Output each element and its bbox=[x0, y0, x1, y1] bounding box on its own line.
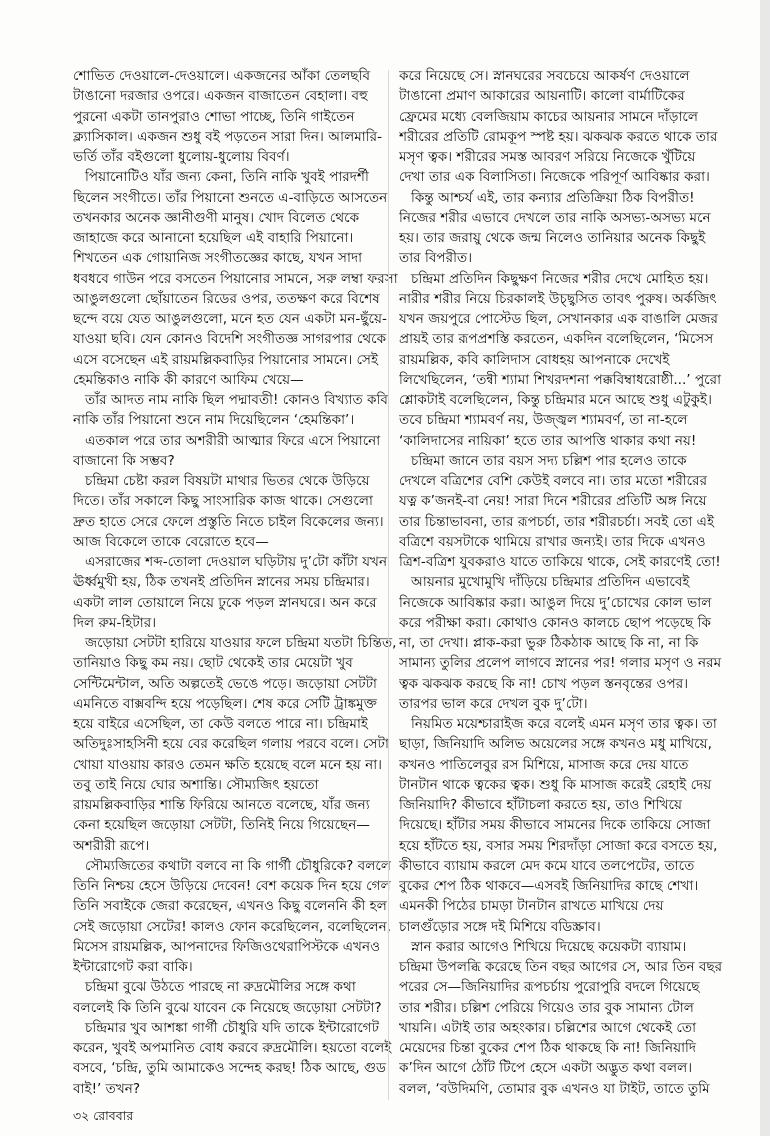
paragraph: তাঁর আদত নাম নাকি ছিল পদ্মাবতী! কোনও বিখ্যাত কবি নাকি তাঁর পিয়ানো শুনে নাম দিয়েছিলেন ‘হেমন্তিকা’। bbox=[73, 392, 388, 429]
paragraph: চন্দ্রিমার খুব আশঙ্কা গার্গী চৌধুরি যদি তাকে ইন্টারোগেট করেন, খুবই অপমানিত বোধ করবে রুদ্রমৌলি। হয়তো বলেই বসবে, ‘চন্দ্রি, তুমি আমাকেও সন্দেহ করছ! ঠিক আছে, গুড বাই!’ তখন? bbox=[73, 1019, 392, 1096]
paragraph: করে নিয়েছে সে। স্নানঘরের সবচেয়ে আকর্ষণ দেওয়ালে টাঙানো প্রমাণ আকারের আয়নাটি। কালো বার্মাটিকের ফ্রেমের মধ্যে বেলজিয়াম কাচের আয়নার সামনে দাঁড়ালে শরীরের প্রতিটি রোমকূপ স্পষ্ট হয়। ঝকঝক করতে থাকে তার মসৃণ ত্বক। শরীরের সমস্ত আবরণ সরিয়ে নিজেকে খুঁটিয়ে দেখা তার এক বিলাসিতা। নিজেকে পরিপূর্ণ আবিষ্কার করা। bbox=[399, 68, 718, 186]
paragraph: নিয়মিত ময়েশ্চারাইজ করে বলেই এমন মসৃণ তার ত্বক। তা ছাড়া, জিনিয়াদি অলিভ অয়েলের সঙ্গে কখনও মধু মাখিয়ে, কখনও পাতিলেবুর রস মিশিয়ে, মাসাজ করে দেয় যাতে টানটান থাকে ত্বকের ত্বক। শুধু কি মাসাজ করেই রেহাই দেয় জিনিয়াদি? কীভাবে হাঁটাচলা করতে হয়, তাও শিখিয়ে দিয়েছে। হাঁটার সময় কীভাবে সামনের দিকে তাকিয়ে সোজা হয়ে হাঁটতে হয়, বসার সময় শিরদাঁড়া সোজা করে বসতে হয়, কীভাবে ব্যায়াম করলে মেদ কমে যাবে তলপেটের, তাতে বুকের শেপ ঠিক থাকবে—এসবই জিনিয়াদির কাছে শেখা। এমনকী পিঠের চামড়া টানটান রাখতে মাখিয়ে দেয় চালগুঁড়োর সঙ্গে দই মিশিয়ে বডিস্ক্রাব। bbox=[399, 716, 718, 935]
paragraph: এসরাজের শব্দ-তোলা দেওয়াল ঘড়িটায় দু’টো কাঁটা যখন ঊর্ধ্বমুখী হয়, ঠিক তখনই প্রতিদিন স্নানের সময় চন্দ্রিমার। একটা লাল তোয়ালে নিয়ে ঢুকে পড়ল স্নানঘরে। অন করে দিল রুম-হিটার। bbox=[73, 554, 388, 631]
paragraph: আয়নার মুখোমুখি দাঁড়িয়ে চন্দ্রিমার প্রতিদিন এভাবেই নিজেকে আবিষ্কার করা। আঙুল দিয়ে দু’চোখের কোল ভাল করে পরীক্ষা করা। কোথাও কোনও কালচে ছোপ পড়েছে কি না, তা দেখা। প্লাক-করা ভুরু ঠিকঠাক আছে কি না, না কি সামান্য তুলির প্রলেপ লাগবে স্নানের পর! গলার মসৃণ ও নরম ত্বক ঝকঝক করছে কি না! চোখ পড়ল স্তনবৃন্তের ওপর। তারপর ভাল করে দেখল বুক দু’টো। bbox=[399, 574, 722, 712]
paragraph: পিয়ানোটিও যাঁর জন্য কেনা, তিনি নাকি খুবই পারদর্শী ছিলেন সংগীতে। তাঁর পিয়ানো শুনতে এ-বাড়িতে আসতেন তখনকার অনেক জ্ঞানীগুণী মানুষ। খোদ বিলেত থেকে জাহাজে করে আনানো হয়েছিল এই বাহারি পিয়ানো। শিখতেন এক গোয়ানিজ সংগীতজ্ঞের কাছে, যখন সাদা ধবধবে গাউন পরে বসতেন পিয়ানোর সামনে, সরু লম্বা ফরসা আঙুলগুলো ছোঁয়াতেন রিডের ওপর, ততক্ষণ করে বিশেষ ছন্দে বয়ে যেত আঙুলগুলো, মনে হত যেন একটা মন-ছুঁয়ে-যাওয়া ছবি। যেন কোনও বিদেশি সংগীতজ্ঞ সাগরপার থেকে এসে বসেছেন এই রায়মল্লিকবাড়ির পিয়ানোর সামনে। সেই হেমন্তিকাও নাকি কী কারণে আফিম খেয়ে— bbox=[73, 169, 398, 388]
paragraph: সৌম্যজিতের কথাটা বলবে না কি গার্গী চৌধুরিকে? বললে তিনি নিশ্চয় হেসে উড়িয়ে দেবেন! বেশ কয়েক দিন হয়ে গেল তিনি সবাইকে জেরা করেছেন, এখনও কিছু বলেননি কী হল সেই জড়োয়া সেটের! কালও ফোন করেছিলেন, বলেছিলেন, মিসেস রায়মল্লিক, আপনাদের ফিজিওথেরাপিস্টকে এখনও ইন্টারোগেট করা বাকি। bbox=[73, 857, 392, 975]
page-folio: ৩২ রোববার bbox=[73, 1108, 134, 1123]
paragraph: শোভিত দেওয়ালে-দেওয়ালে। একজনের আঁকা তেলছবি টাঙানো দরজার ওপরে। একজন বাজাতেন বেহালা। বহু পুরনো একটা তানপুরাও শোভা পাচ্ছে, তিনি গাইতেন ক্ল্যাসিকাল। একজন শুধু বই পড়তেন সারা দিন। আলমারি-ভর্তি তাঁর বইগুলো ধুলোয়-ধুলোয় বিবর্ণ। bbox=[73, 68, 382, 165]
paragraph: জড়োয়া সেটটা হারিয়ে যাওয়ার ফলে চন্দ্রিমা যতটা চিন্তিত, তানিয়াও কিছু কম নয়। ছোট থেকেই তার মেয়েটা খুব সেন্টিমেন্টাল, অতি অল্পতেই ভেঙে পড়ে। জড়োয়া সেটটা এমনিতে বাক্সবন্দি হয়ে পড়েছিল। শেষ করে সেটি ট্রাঙ্কমুক্ত হয়ে বাইরে এসেছিল, তা কেউ বলতে পারে না। চন্দ্রিমাই অতিদুঃসাহসিনী হয়ে বের করেছিল গলায় পরবে বলে। সেটা খোয়া যাওয়ায় কারও তেমন ক্ষতি হয়েছে বলে মনে হয় না। তবু তাই নিয়ে ঘোর অশান্তি। সৌম্যজিৎ হয়তো রায়মল্লিকবাড়ির শান্তি ফিরিয়ে আনতে বলেছে, যাঁর জন্য কেনা হয়েছিল জড়োয়া সেটটা, তিনিই নিয়ে গিয়েছেন—অশরীরী রূপে। bbox=[73, 635, 397, 854]
page-edge-shadow bbox=[760, 0, 770, 1136]
paragraph: চন্দ্রিমা বুঝে উঠতে পারছে না রুদ্রমৌলির সঙ্গে কথা বললেই কি তিনি বুঝে যাবেন কে নিয়েছে জড়োয়া সেটটা? bbox=[73, 979, 382, 1016]
paragraph: এতকাল পরে তার অশরীরী আত্মার ফিরে এসে পিয়ানো বাজানো কি সম্ভব? bbox=[73, 432, 381, 469]
column-divider bbox=[388, 70, 389, 1100]
paragraph: চন্দ্রিমা জানে তার বয়স সদ্য চল্লিশ পার হলেও তাকে দেখলে বত্রিশের বেশি কেউই বলবে না। তার মতো শরীরের যত্ন ক’জনই-বা নেয়! সারা দিনে শরীরের প্রতিটি অঙ্গ নিয়ে তার চিন্তাভাবনা, তার রূপচর্চা, তার শরীরচর্চা। সবই তো এই বত্রিশে বয়সটাকে থামিয়ে রাখার জন্যই। তার দিকে এখনও ত্রিশ-বত্রিশ যুবকরাও যাতে তাকিয়ে থাকে, সেই কারণেই তো! bbox=[399, 452, 721, 570]
paragraph: চন্দ্রিমা প্রতিদিন কিছুক্ষণ নিজের শরীর দেখে মোহিত হয়। নারীর শরীর নিয়ে চিরকালই উচ্ছ্বসিত তাবৎ পুরুষ। অর্কজিৎ যখন জয়পুরে পোস্টেড ছিল, সেখানকার এক বাঙালি মেজর প্রায়ই তার রূপপ্রশস্তি করতেন, একদিন বলেছিলেন, ‘মিসেস রায়মল্লিক, কবি কালিদাস বোধহয় আপনাকে দেখেই লিখেছিলেন, ‘তন্বী শ্যামা শিখরদশনা পক্কবিম্বাধরোষ্ঠী...’ পুরো শ্লোকটাই বলেছিলেন, কিন্তু চন্দ্রিমার মনে আছে শুধু এটুকুই। তবে চন্দ্রিমা শ্যামবর্ণ নয়, উজ্জ্বল শ্যামবর্ণ, তা না-হলে ‘কালিদাসের নায়িকা’ হতে তার আপত্তি থাকার কথা নয়! bbox=[399, 270, 722, 449]
left-column bbox=[73, 66, 398, 1096]
paragraph: কিন্তু আশ্চর্য এই, তার কন্যার প্রতিক্রিয়া ঠিক বিপরীত! নিজের শরীর এভাবে দেখলে তার নাকি অসভ্য-অসভ্য মনে হয়। তার জরায়ু থেকে জন্ম নিলেও তানিয়ার অনেক কিছুই তার বিপরীত। bbox=[399, 189, 711, 267]
right-column bbox=[399, 66, 724, 1096]
paragraph: স্নান করার আগেও শিখিয়ে দিয়েছে কয়েকটা ব্যায়াম। চন্দ্রিমা উপলব্ধি করেছে তিন বছর আগের সে, আর তিন বছর পরের সে—জিনিয়াদির রূপচর্চায় পুরোপুরি বদলে গিয়েছে তার শরীর। চল্লিশ পেরিয়ে গিয়েও তার বুক সামান্য টোল খায়নি। এটাই তার অহংকার। চল্লিশের আগে থেকেই তো মেয়েদের চিন্তা বুকের শেপ ঠিক থাকছে কি না! জিনিয়াদি ক’দিন আগে ঠোঁট টিপে হেসে একটা অদ্ভুত কথা বলল। বলল, ‘বউদিমণি, তোমার বুক এখনও যা টাইট, তাতে তুমি bbox=[399, 938, 723, 1096]
paragraph: চন্দ্রিমা চেষ্টা করল বিষয়টা মাথার ভিতর থেকে উড়িয়ে দিতে। তাঁর সকালে কিছু সাংসারিক কাজ থাকে। সেগুলো দ্রুত হাতে সেরে ফেলে প্রস্তুতি নিতে চাইল বিকেলের জন্য। আজ বিকেলে তাকে বেরোতে হবে— bbox=[73, 473, 384, 550]
